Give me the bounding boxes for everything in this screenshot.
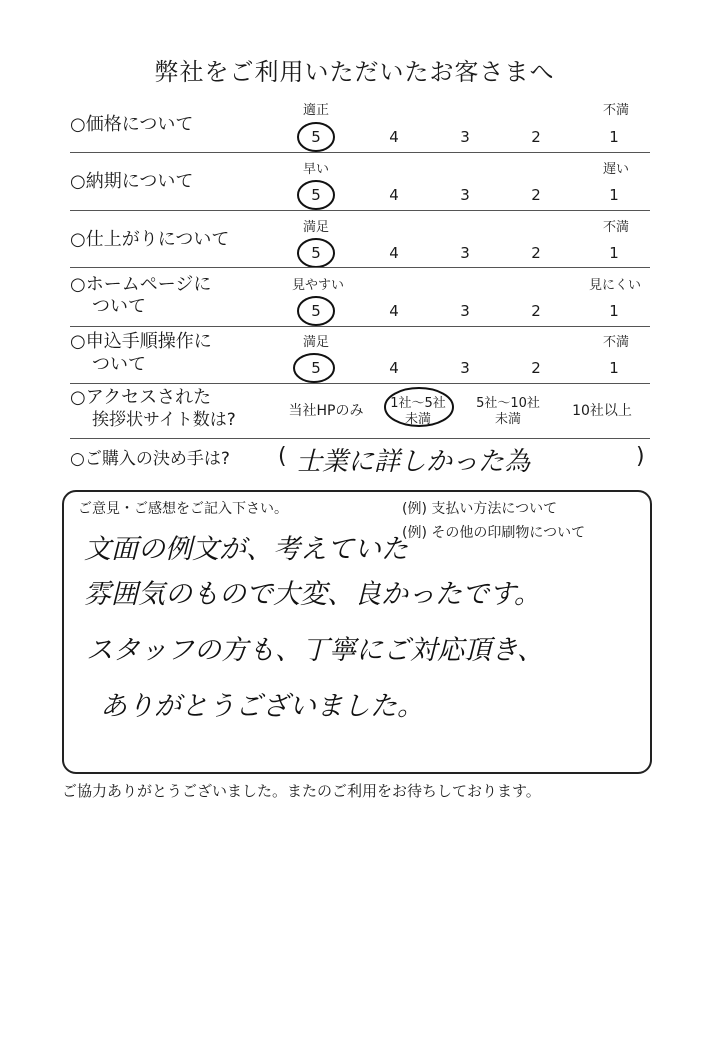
question-procedure-label-line2: ついて [92, 354, 146, 375]
price-high-label: 適正 [302, 103, 329, 118]
access-option-1-5[interactable]: 1社～5社 [390, 396, 446, 411]
row-divider [70, 326, 650, 327]
row-divider [70, 438, 650, 439]
decision-close-paren: ) [636, 444, 645, 469]
homepage-rating-1[interactable]: 1 [609, 302, 619, 320]
price-rating-5[interactable]: 5 [311, 128, 321, 146]
decision-answer[interactable]: 士業に詳しかった為 [296, 447, 531, 477]
comment-example-2: (例) その他の印刷物について [402, 525, 586, 541]
question-homepage-label: ○ホームページに [70, 274, 212, 295]
question-finish-label: ○仕上がりについて [70, 229, 230, 250]
access-option-5-10[interactable]: 5社～10社 [476, 396, 540, 411]
delivery-low-label: 遅い [602, 162, 629, 177]
question-delivery-label: ○納期について [70, 171, 194, 192]
question-homepage-label-line2: ついて [92, 296, 146, 317]
comment-line-2: 雰囲気のもので大変、良かったです。 [84, 579, 541, 610]
price-rating-2[interactable]: 2 [531, 128, 541, 146]
footer-thanks: ご協力ありがとうございました。またのご利用をお待ちしております。 [62, 782, 541, 800]
procedure-rating-1[interactable]: 1 [609, 359, 619, 377]
procedure-high-label: 満足 [302, 335, 329, 350]
finish-rating-1[interactable]: 1 [609, 244, 619, 262]
access-option-own-site[interactable]: 当社HPのみ [288, 403, 364, 419]
comment-line-4: ありがとうございました。 [100, 691, 424, 722]
price-rating-1[interactable]: 1 [609, 128, 619, 146]
homepage-rating-5[interactable]: 5 [311, 302, 321, 320]
finish-rating-3[interactable]: 3 [460, 244, 470, 262]
homepage-low-label: 見にくい [588, 278, 641, 293]
finish-rating-5[interactable]: 5 [311, 244, 321, 262]
procedure-selected-circle [290, 351, 336, 385]
row-divider [70, 267, 650, 268]
question-procedure-label: ○申込手順操作に [70, 331, 212, 352]
delivery-rating-2[interactable]: 2 [531, 186, 541, 204]
procedure-rating-4[interactable]: 4 [389, 359, 399, 377]
delivery-rating-3[interactable]: 3 [460, 186, 470, 204]
row-divider [70, 383, 650, 384]
finish-rating-2[interactable]: 2 [531, 244, 541, 262]
access-option-10-plus[interactable]: 10社以上 [572, 403, 632, 419]
price-rating-3[interactable]: 3 [460, 128, 470, 146]
delivery-rating-5[interactable]: 5 [311, 186, 321, 204]
finish-high-label: 満足 [302, 220, 329, 235]
homepage-rating-2[interactable]: 2 [531, 302, 541, 320]
procedure-low-label: 不満 [602, 335, 629, 350]
delivery-rating-1[interactable]: 1 [609, 186, 619, 204]
price-rating-4[interactable]: 4 [389, 128, 399, 146]
finish-selected-circle [295, 236, 337, 270]
procedure-rating-2[interactable]: 2 [531, 359, 541, 377]
homepage-high-label: 見やすい [291, 278, 344, 293]
comment-prompt: ご意見・ご感想をご記入下さい。 [78, 501, 288, 517]
price-low-label: 不満 [602, 103, 629, 118]
question-decision-label: ○ご購入の決め手は? [70, 449, 230, 469]
decision-open-paren: ( [278, 444, 287, 469]
homepage-selected-circle [295, 294, 337, 328]
comment-line-1: 文面の例文が、考えていた [84, 534, 408, 565]
homepage-rating-4[interactable]: 4 [389, 302, 399, 320]
access-selected-circle [380, 384, 458, 430]
access-option-1-5-line2: 未満 [404, 412, 431, 427]
page-title: 弊社をご利用いただいたお客さまへ [154, 58, 555, 86]
procedure-rating-5[interactable]: 5 [311, 359, 321, 377]
comment-example-1: (例) 支払い方法について [402, 501, 558, 517]
delivery-rating-4[interactable]: 4 [389, 186, 399, 204]
delivery-selected-circle [295, 178, 337, 212]
comment-line-3: スタッフの方も、丁寧にご対応頂き、 [86, 635, 544, 666]
access-option-5-10-line2: 未満 [494, 412, 521, 427]
question-access-label-line2: 挨拶状サイト数は? [92, 410, 236, 430]
procedure-rating-3[interactable]: 3 [460, 359, 470, 377]
delivery-high-label: 早い [302, 162, 329, 177]
price-selected-circle [295, 120, 337, 154]
question-price-label: ○価格について [70, 114, 194, 135]
finish-low-label: 不満 [602, 220, 629, 235]
question-access-label: ○アクセスされた [70, 387, 212, 408]
row-divider [70, 152, 650, 153]
homepage-rating-3[interactable]: 3 [460, 302, 470, 320]
finish-rating-4[interactable]: 4 [389, 244, 399, 262]
row-divider [70, 210, 650, 211]
